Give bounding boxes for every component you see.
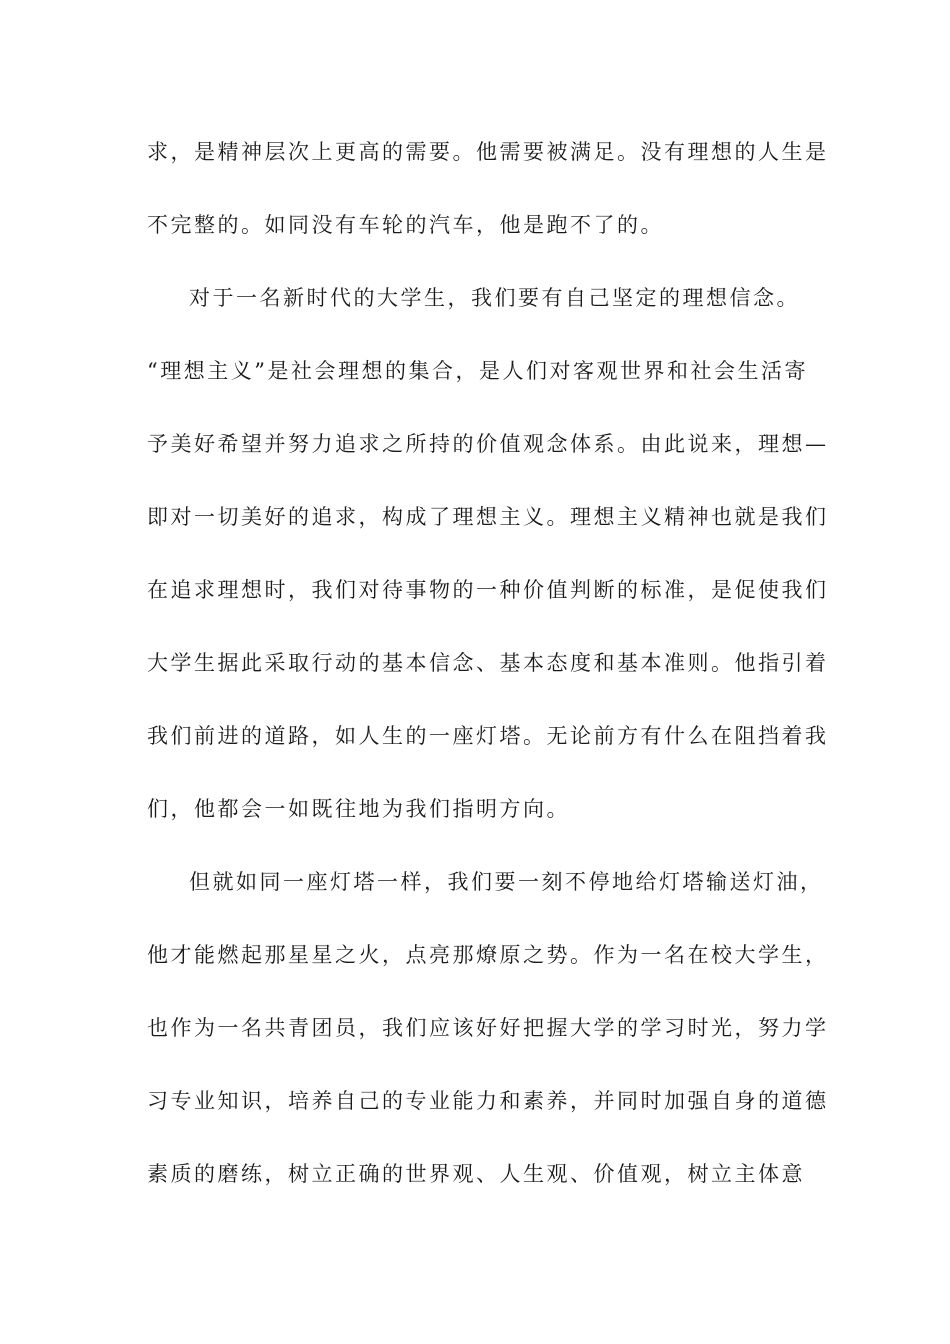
text-line: 求，是精神层次上更高的需要。他需要被满足。没有理想的人生是 — [147, 140, 829, 164]
text-line: 他才能燃起那星星之火，点亮那燎原之势。作为一名在校大学生， — [147, 943, 829, 967]
text-line: 我们前进的道路，如人生的一座灯塔。无论前方有什么在阻挡着我 — [147, 724, 829, 748]
text-line: 大学生据此采取行动的基本信念、基本态度和基本准则。他指引着 — [147, 651, 829, 675]
text-line: “理想主义”是社会理想的集合，是人们对客观世界和社会生活寄 — [147, 359, 808, 383]
text-line: 即对一切美好的追求，构成了理想主义。理想主义精神也就是我们 — [147, 505, 829, 529]
paragraph-start-line: 对于一名新时代的大学生，我们要有自己坚定的理想信念。 — [189, 286, 800, 310]
text-line: 习专业知识，培养自己的专业能力和素养，并同时加强自身的道德 — [147, 1089, 829, 1113]
text-line: 在追求理想时，我们对待事物的一种价值判断的标准，是促使我们 — [147, 578, 829, 602]
text-line: 不完整的。如同没有车轮的汽车，他是跑不了的。 — [147, 213, 664, 237]
text-line: 也作为一名共青团员，我们应该好好把握大学的学习时光，努力学 — [147, 1016, 829, 1040]
text-line: 素质的磨练，树立正确的世界观、人生观、价值观，树立主体意 — [147, 1162, 805, 1186]
text-line: 们，他都会一如既往地为我们指明方向。 — [147, 797, 570, 821]
paragraph-start-line: 但就如同一座灯塔一样，我们要一刻不停地给灯塔输送灯油， — [189, 870, 824, 894]
text-line: 予美好希望并努力追求之所持的价值观念体系。由此说来，理想— — [147, 432, 829, 456]
